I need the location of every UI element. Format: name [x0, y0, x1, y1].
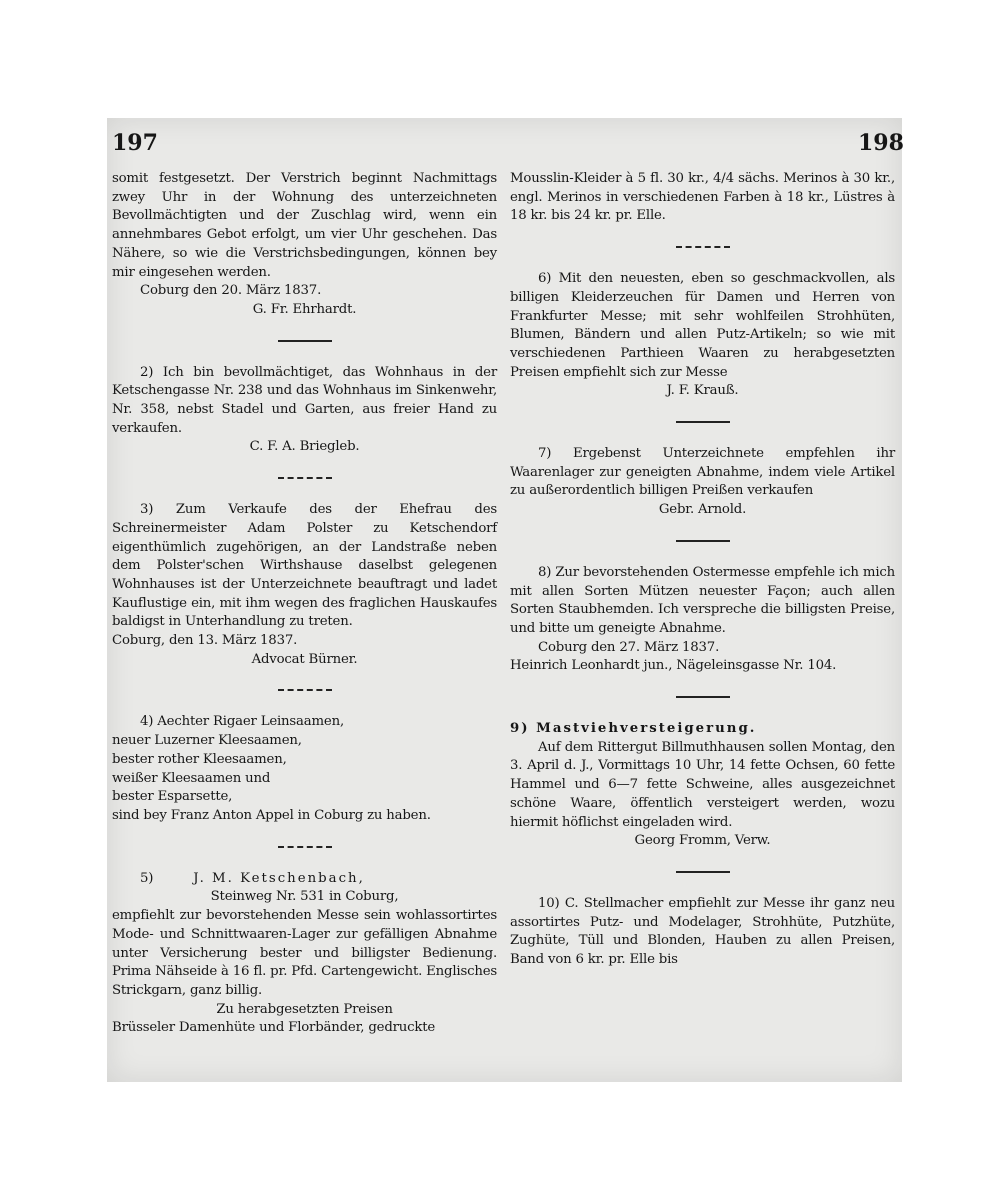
divider: [278, 340, 332, 342]
page-number-right: 198: [858, 130, 904, 156]
notice-5-address: Steinweg Nr. 531 in Coburg,: [210, 889, 399, 905]
notice-8-text: 8) Zur bevorstehenden Ostermesse empfehle ich mich mit allen Sorten Mützen neuester Façon; auch allen Sorten Staubhemden. Ich verspreche die billigsten Preise, und bitte um geneigte Abnahme.: [510, 564, 895, 636]
divider: [676, 871, 730, 873]
right-column: [510, 170, 895, 970]
notice-6-signature: J. F. Krauß.: [666, 383, 739, 399]
divider: [676, 540, 730, 542]
notice-5-text: empfiehlt zur bevorstehenden Messe sein wohlassortirtes Mode- und Schnittwaaren-Lager zur gefälligen Abnahme unter Versicherung bester und billigster Bedienung. Prima Nähseide à 16 fl. pr. Pfd. Cartengewicht. Englisches Strickgarn, ganz billig.: [112, 908, 497, 998]
divider: [278, 477, 332, 479]
notice-10-text: 10) C. Stellmacher empfiehlt zur Messe ihr ganz neu assortirtes Putz- und Modelager, Strohhüte, Putzhüte, Zughüte, Tüll und Blonden, Hauben zu allen Preisen, Band von 6 kr. pr. Elle bis: [510, 895, 895, 968]
notice-5-continued: Mousslin-Kleider à 5 fl. 30 kr., 4/4 sächs. Merinos à 30 kr., engl. Merinos in verschiedenen Farben à 18 kr., Lüstres à 18 kr. bis 24 kr. pr. Elle.: [510, 171, 895, 224]
notice-5-name: J. M. Ketschenbach,: [193, 870, 365, 886]
notice-4-line: weißer Kleesaamen und: [112, 770, 271, 786]
notice-1-text: somit festgesetzt. Der Verstrich beginnt Nachmittags zwey Uhr in der Wohnung des unterzeichneten Bevollmächtigten und der Zuschlag wird, wenn ein annehmbares Gebot erfolgt, um vier Uhr geschehen. Das Nähere, so wie die Verstrichsbedingungen, können bey mir eingesehen werden.: [112, 171, 497, 280]
divider: [676, 696, 730, 698]
notice-2-text: 2) Ich bin bevollmächtiget, das Wohnhaus in der Ketschengasse Nr. 238 und das Wohnhaus im Sinkenwehr, Nr. 358, nebst Stadel und Garten, aus freier Hand zu verkaufen.: [112, 364, 497, 436]
notice-5-number: 5): [140, 870, 154, 886]
notice-4-line: bester Esparsette,: [112, 789, 233, 805]
notice-1-signature: G. Fr. Ehrhardt.: [252, 301, 357, 317]
notice-2-signature: C. F. A. Briegleb.: [249, 439, 360, 455]
notice-4-line: sind bey Franz Anton Appel in Coburg zu haben.: [112, 807, 431, 823]
notice-4-line: neuer Luzerner Kleesaamen,: [112, 733, 302, 749]
notice-6-text: 6) Mit den neuesten, eben so geschmackvollen, als billigen Kleiderzeuchen für Damen und Herren von Frankfurter Messe; mit sehr wohlfeilen Strohhüten, Blumen, Bändern und allen Putz-Artikeln; so wie mit verschiedenen Parthieen Waaren zu herabgesetzten Preisen empfiehlt sich zur Messe: [510, 271, 895, 380]
page-number-left: 197: [112, 130, 158, 156]
notice-5-subheading: Zu herabgesetzten Preisen: [216, 1001, 393, 1017]
notice-3-signature: Advocat Bürner.: [251, 651, 358, 667]
divider: [676, 421, 730, 423]
notice-9-text: Auf dem Rittergut Billmuthhausen sollen Montag, den 3. April d. J., Vormittags 10 Uhr, 14 fette Ochsen, 60 fette Hammel und 6—7 fette Schweine, alles ausgezeichnet schöne Waare, öffentlich versteigert werden, wozu hiermit höflichst eingeladen wird.: [510, 739, 895, 830]
notice-8-date: Coburg den 27. März 1837.: [538, 639, 720, 655]
divider: [278, 689, 332, 691]
notice-7-signature: Gebr. Arnold.: [658, 502, 747, 518]
notice-3-date: Coburg, den 13. März 1837.: [112, 633, 298, 649]
notice-7-text: 7) Ergebenst Unterzeichnete empfehlen ihr Waarenlager zur geneigten Abnahme, indem viele Artikel zu außerordentlich billigen Preißen verkaufen: [510, 446, 895, 499]
notice-9-signature: Georg Fromm, Verw.: [634, 833, 771, 849]
notice-8-signature: Heinrich Leonhardt jun., Nägeleinsgasse Nr. 104.: [510, 658, 837, 674]
notice-5-tail: Brüsseler Damenhüte und Florbänder, gedruckte: [112, 1020, 436, 1036]
notice-3-text: 3) Zum Verkaufe des der Ehefrau des Schreinermeister Adam Polster zu Ketschendorf eigenthümlich zugehörigen, an der Landstraße neben dem Polster'schen Wirthshause daselbst gelegenen Wohnhauses ist der Unterzeichnete beauftragt und ladet Kauflustige ein, mit ihm wegen des fraglichen Hauskaufes baldigst in Unterhandlung zu treten.: [112, 502, 497, 630]
notice-1-date: Coburg den 20. März 1837.: [140, 283, 322, 299]
left-column: [112, 170, 497, 1038]
notice-4-line: bester rother Kleesaamen,: [112, 751, 287, 767]
notice-4-line: 4) Aechter Rigaer Leinsaamen,: [140, 714, 344, 730]
divider: [278, 846, 332, 848]
notice-9-heading: 9) Mastviehversteigerung.: [510, 721, 757, 737]
divider: [676, 246, 730, 248]
notice-4-list: [112, 713, 497, 825]
notice-5-header: [112, 870, 497, 889]
